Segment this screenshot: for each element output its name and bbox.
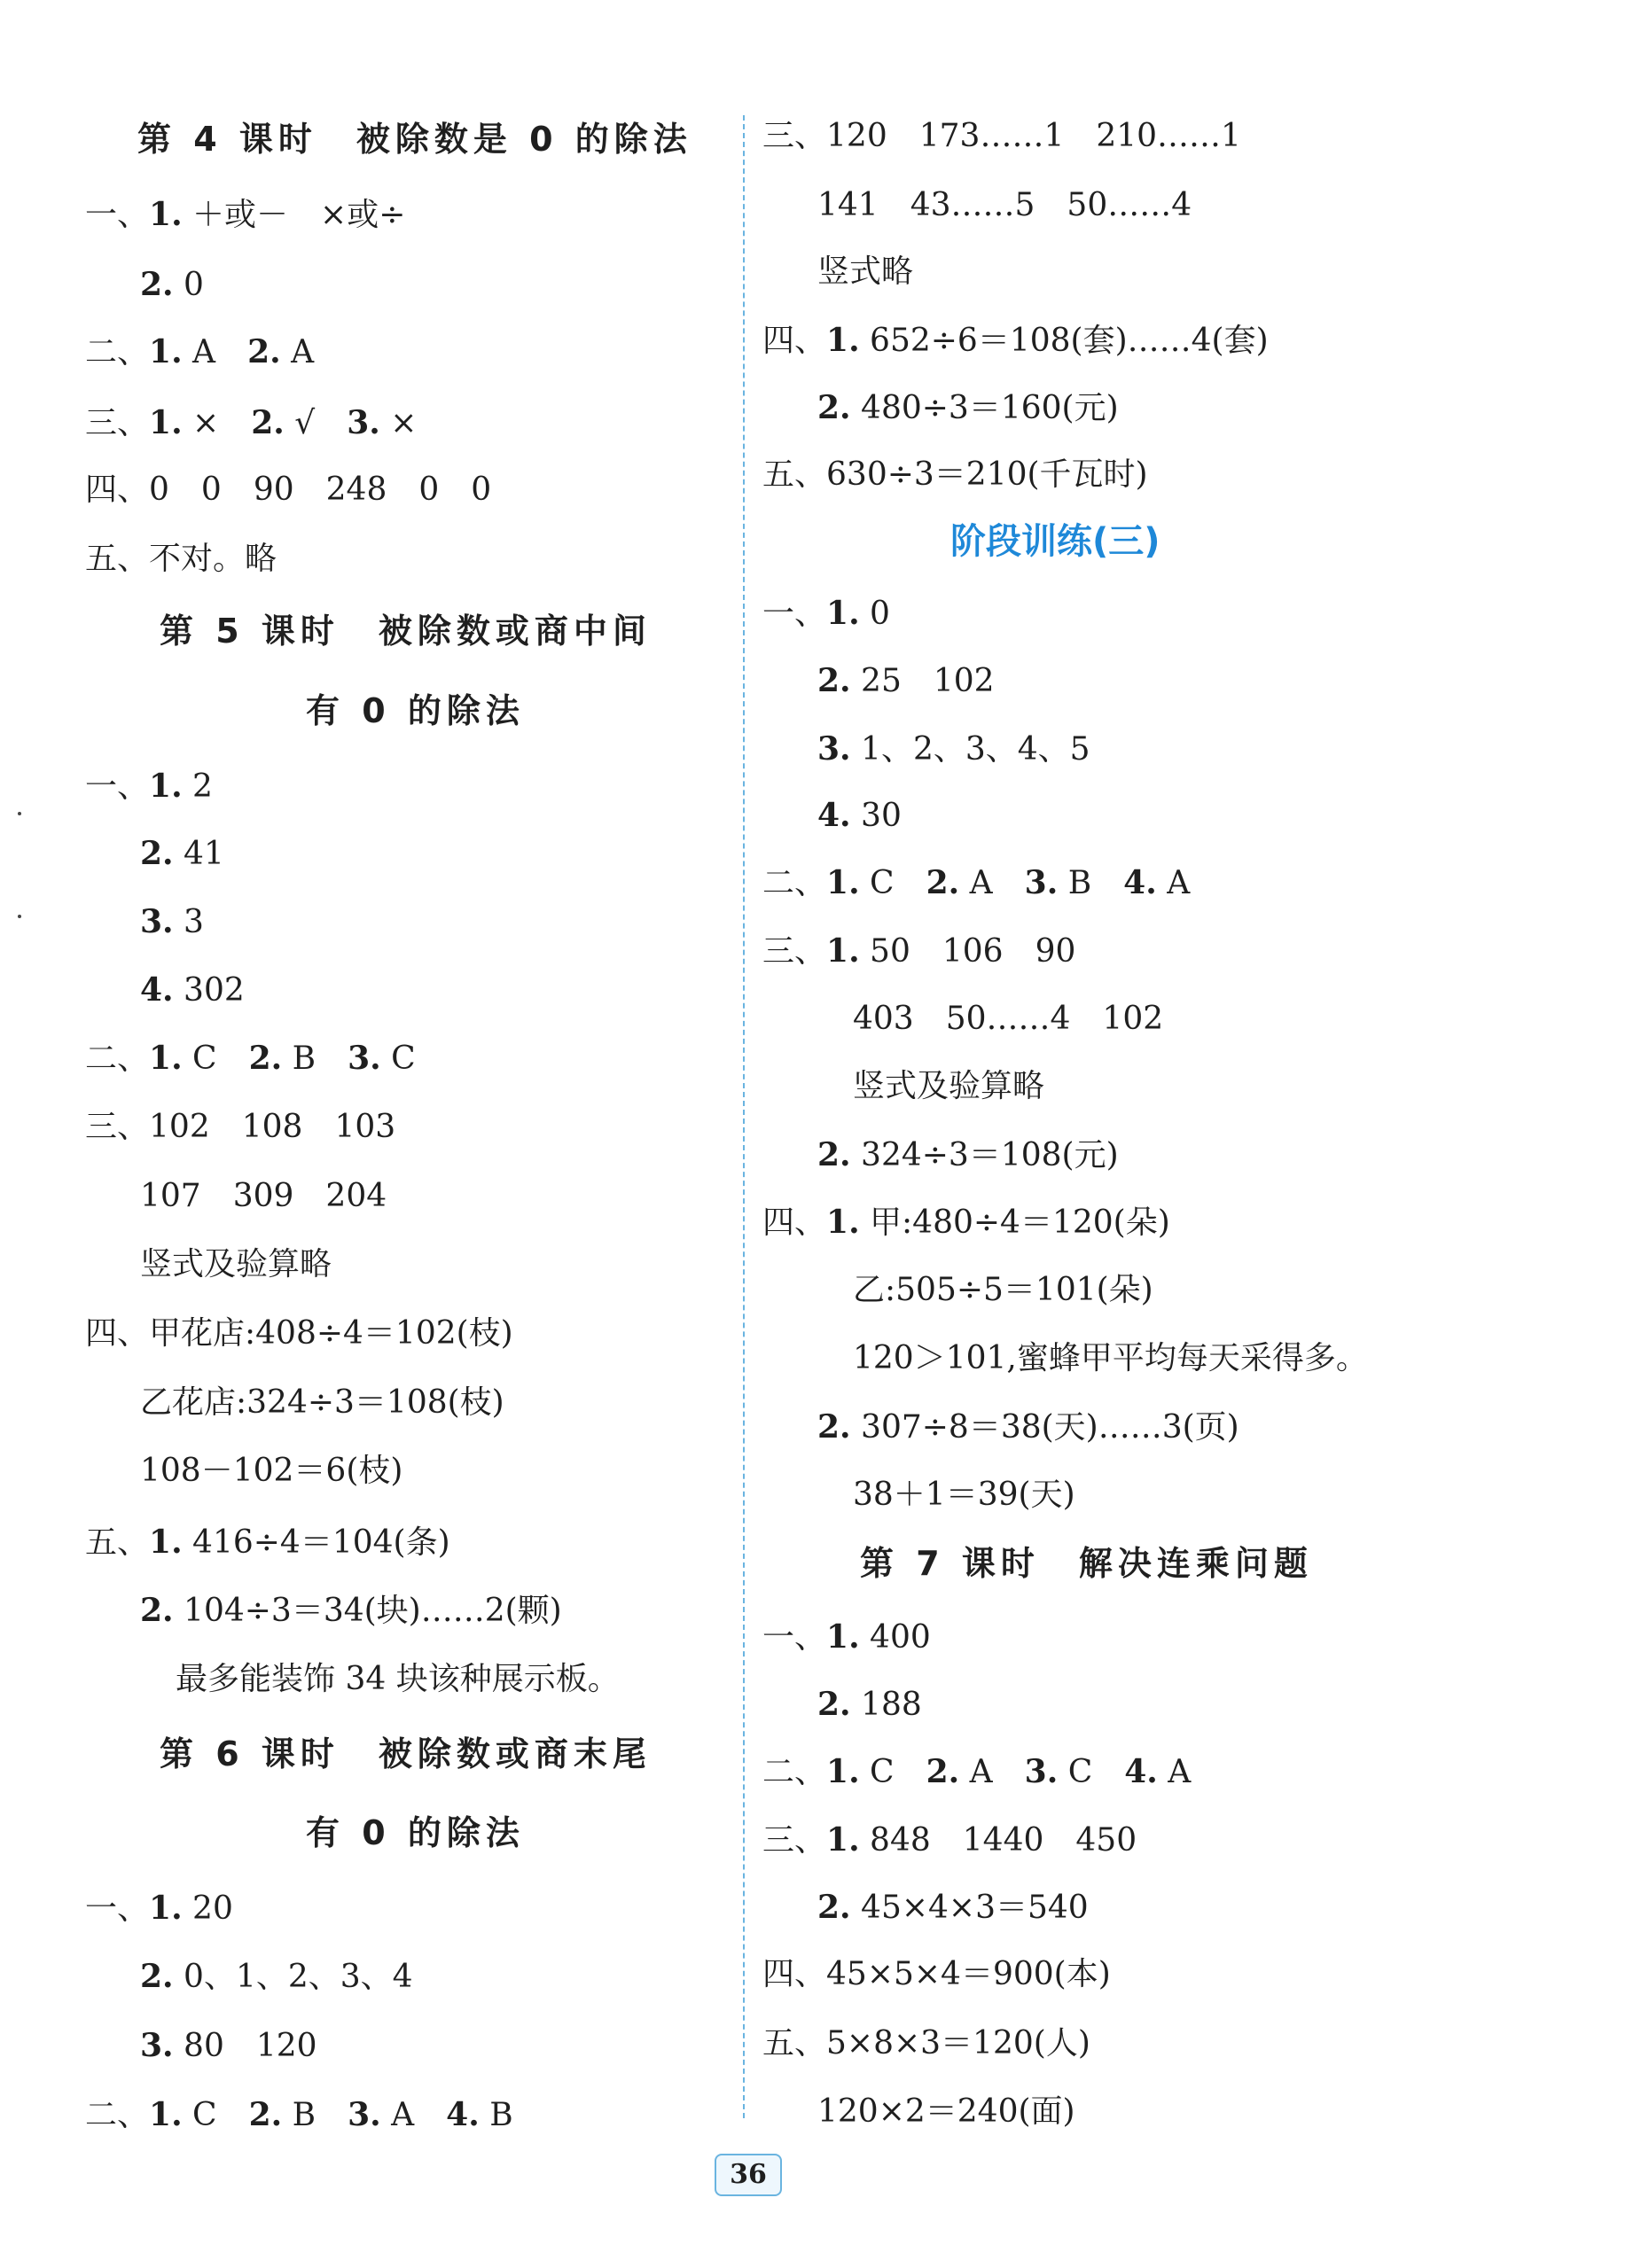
answer-line bbox=[140, 1452, 402, 1491]
answer-text: C bbox=[380, 1040, 416, 1077]
answer-text: 120×2＝240(面) bbox=[817, 2093, 1075, 2130]
answer-text: 120＞101,蜜蜂甲平均每天采得多。 bbox=[853, 1340, 1368, 1376]
section-marker: 一、 bbox=[762, 596, 827, 632]
answer-text: 80 120 bbox=[173, 2028, 317, 2064]
item-number: 1. bbox=[826, 932, 860, 970]
item-number: 4. bbox=[140, 971, 174, 1009]
section-marker: 五、 bbox=[85, 541, 150, 577]
answer-text: 104÷3＝34(块)……2(颗) bbox=[173, 1593, 562, 1629]
lesson-title-7: 第 7 课时 解决连乘问题 bbox=[860, 1544, 1313, 1583]
answer-text: ＋或－ ×或÷ bbox=[182, 197, 406, 233]
section-marker: 三、 bbox=[762, 118, 827, 154]
section-marker: 四、 bbox=[85, 472, 150, 508]
answer-text: × bbox=[379, 405, 418, 441]
answer-text: A bbox=[380, 2097, 447, 2133]
answer-line bbox=[817, 796, 902, 836]
section-marker: 四、 bbox=[762, 1204, 827, 1241]
answer-line bbox=[85, 1108, 395, 1147]
section-marker: 四、 bbox=[85, 1315, 150, 1352]
section-marker: 二、 bbox=[762, 1754, 827, 1790]
section-marker: 三、 bbox=[85, 405, 150, 441]
answer-line bbox=[762, 1955, 1111, 1994]
column-divider bbox=[743, 115, 745, 2118]
answer-line bbox=[140, 970, 245, 1010]
item-number: 2. bbox=[140, 266, 174, 303]
answer-text: A bbox=[182, 334, 248, 370]
answer-text: 竖式略 bbox=[817, 253, 914, 290]
answer-text: 188 bbox=[850, 1687, 922, 1723]
answer-line bbox=[817, 1407, 1239, 1447]
section-marker: 三、 bbox=[762, 933, 827, 970]
answer-line bbox=[853, 1067, 1044, 1106]
answer-line bbox=[762, 117, 1241, 156]
item-number: 1. bbox=[826, 864, 860, 901]
answer-line bbox=[853, 1339, 1368, 1378]
answer-text: A bbox=[1157, 1754, 1192, 1790]
lesson-title-5-line2: 有 0 的除法 bbox=[306, 691, 525, 730]
item-number: 1. bbox=[826, 1753, 860, 1790]
section-marker: 三、 bbox=[85, 1109, 150, 1145]
answer-text: 400 bbox=[859, 1619, 931, 1656]
section-marker: 一、 bbox=[85, 1890, 150, 1927]
lesson-title-4: 第 4 课时 被除数是 0 的除法 bbox=[137, 120, 692, 159]
item-number: 2. bbox=[140, 835, 174, 872]
item-number: 2. bbox=[140, 1958, 174, 1995]
answer-line bbox=[85, 332, 314, 372]
answer-text: A bbox=[280, 334, 315, 370]
section-marker: 四、 bbox=[762, 1956, 827, 1992]
answer-line bbox=[85, 540, 277, 579]
item-number: 1. bbox=[149, 2096, 183, 2133]
section-marker: 五、 bbox=[85, 1524, 150, 1561]
section-marker: 一、 bbox=[762, 1619, 827, 1656]
answer-line bbox=[762, 1617, 931, 1657]
item-number: 3. bbox=[140, 2027, 174, 2064]
item-number: 1. bbox=[826, 1204, 860, 1241]
answer-text: 141 43……5 50……4 bbox=[817, 187, 1192, 223]
answer-text: A bbox=[1156, 865, 1191, 901]
item-number: 1. bbox=[149, 196, 183, 233]
answer-text: × bbox=[182, 405, 252, 441]
section-marker: 二、 bbox=[85, 1040, 150, 1077]
answer-text: 25 102 bbox=[850, 663, 995, 699]
item-number: 3. bbox=[140, 903, 174, 940]
answer-text: 乙花店:324÷3＝108(枝) bbox=[140, 1384, 504, 1421]
answer-line bbox=[762, 321, 1269, 361]
answer-text: √ bbox=[284, 405, 348, 441]
answer-line bbox=[85, 1523, 450, 1563]
item-number: 2. bbox=[140, 1592, 174, 1629]
item-number: 2. bbox=[817, 1889, 851, 1926]
answer-line bbox=[85, 1039, 416, 1079]
answer-line bbox=[762, 1203, 1170, 1243]
answer-text: A bbox=[959, 865, 1025, 901]
answer-line bbox=[762, 931, 1075, 971]
answer-text: 41 bbox=[173, 836, 224, 872]
answer-line bbox=[817, 2093, 1075, 2132]
lesson-title-5-line1: 第 5 课时 被除数或商中间 bbox=[160, 612, 652, 651]
answer-text: 甲花店:408÷4＝102(枝) bbox=[149, 1315, 513, 1352]
answer-text: 3 bbox=[173, 904, 204, 940]
answer-text: 480÷3＝160(元) bbox=[850, 390, 1119, 426]
answer-text: C bbox=[859, 1754, 926, 1790]
answer-text: 2 bbox=[182, 768, 213, 805]
answer-line bbox=[762, 1820, 1137, 1860]
answer-line bbox=[140, 834, 224, 874]
answer-text: 630÷3＝210(千瓦时) bbox=[826, 456, 1148, 493]
answer-text: C bbox=[182, 1040, 249, 1077]
margin-mark bbox=[18, 812, 21, 815]
answer-text: 5×8×3＝120(人) bbox=[826, 2025, 1090, 2061]
item-number: 3. bbox=[817, 730, 851, 768]
item-number: 1. bbox=[826, 595, 860, 632]
item-number: 3. bbox=[1024, 1753, 1059, 1790]
item-number: 3. bbox=[1024, 864, 1059, 901]
answer-line bbox=[762, 456, 1148, 495]
item-number: 2. bbox=[926, 1753, 960, 1790]
item-number: 4. bbox=[446, 2096, 480, 2133]
item-number: 2. bbox=[817, 389, 851, 426]
answer-line bbox=[85, 1314, 513, 1353]
answer-line bbox=[140, 1591, 562, 1631]
answer-text: 0、1、2、3、4 bbox=[173, 1959, 413, 1995]
item-number: 2. bbox=[248, 1040, 283, 1077]
answer-text: 38＋1＝39(天) bbox=[853, 1477, 1075, 1513]
item-number: 4. bbox=[1124, 1753, 1158, 1790]
section-marker: 五、 bbox=[762, 456, 827, 493]
answer-line bbox=[817, 1888, 1089, 1928]
answer-text: 30 bbox=[850, 798, 902, 834]
answer-text: 45×5×4＝900(本) bbox=[826, 1956, 1111, 1992]
answer-line bbox=[85, 403, 417, 443]
answer-line bbox=[140, 2026, 317, 2066]
answer-text: 乙:505÷5＝101(朵) bbox=[853, 1272, 1153, 1308]
margin-mark bbox=[18, 915, 21, 918]
answer-text: 120 173……1 210……1 bbox=[826, 118, 1241, 154]
item-number: 1. bbox=[149, 404, 183, 441]
lesson-title-6-line2: 有 0 的除法 bbox=[306, 1813, 525, 1852]
answer-text: C bbox=[182, 2097, 249, 2133]
answer-text: 848 1440 450 bbox=[859, 1822, 1137, 1859]
section-marker: 二、 bbox=[85, 2097, 150, 2133]
item-number: 4. bbox=[817, 797, 851, 834]
answer-text: 最多能装饰 34 块该种展示板。 bbox=[176, 1661, 620, 1697]
answer-text: B bbox=[1058, 865, 1124, 901]
lesson-title-6-line1: 第 6 课时 被除数或商末尾 bbox=[160, 1734, 652, 1773]
answer-text: 107 309 204 bbox=[140, 1178, 387, 1214]
answer-text: 20 bbox=[182, 1890, 233, 1927]
answer-text: 0 bbox=[173, 267, 204, 303]
item-number: 2. bbox=[251, 404, 285, 441]
stage-training-title: 阶段训练(三) bbox=[950, 521, 1160, 562]
answer-text: 302 bbox=[173, 972, 245, 1009]
answer-text: B bbox=[282, 1040, 348, 1077]
answer-line bbox=[140, 1383, 504, 1422]
answer-line bbox=[140, 902, 204, 942]
item-number: 2. bbox=[817, 1136, 851, 1173]
item-number: 2. bbox=[817, 1686, 851, 1723]
answer-line bbox=[140, 1245, 332, 1284]
answer-text: 652÷6＝108(套)……4(套) bbox=[859, 323, 1269, 359]
answer-line bbox=[817, 1135, 1119, 1175]
item-number: 2. bbox=[817, 1408, 851, 1446]
answer-text: 不对。略 bbox=[149, 541, 277, 577]
section-marker: 五、 bbox=[762, 2025, 827, 2061]
answer-text: 324÷3＝108(元) bbox=[850, 1137, 1119, 1173]
answer-text: 108－102＝6(枝) bbox=[140, 1453, 403, 1489]
answer-line bbox=[817, 729, 1090, 769]
answer-line bbox=[853, 1476, 1075, 1515]
answer-text: 竖式及验算略 bbox=[140, 1246, 332, 1282]
answer-text: B bbox=[282, 2097, 348, 2133]
item-number: 1. bbox=[826, 1618, 860, 1656]
answer-text: C bbox=[1058, 1754, 1125, 1790]
answer-text: 102 108 103 bbox=[149, 1109, 396, 1145]
answer-text: C bbox=[859, 865, 926, 901]
answer-line bbox=[853, 1271, 1153, 1310]
answer-line bbox=[817, 186, 1192, 225]
answer-line bbox=[85, 2095, 513, 2135]
item-number: 3. bbox=[348, 2096, 381, 2133]
section-marker: 一、 bbox=[85, 197, 150, 233]
answer-line bbox=[140, 1177, 387, 1216]
item-number: 1. bbox=[149, 768, 183, 805]
section-marker: 二、 bbox=[762, 865, 827, 901]
answer-text: 0 0 90 248 0 0 bbox=[149, 472, 492, 508]
answer-text: A bbox=[959, 1754, 1025, 1790]
item-number: 2. bbox=[248, 2096, 283, 2133]
item-number: 1. bbox=[149, 1524, 183, 1561]
page-number: 36 bbox=[715, 2154, 782, 2196]
answer-line bbox=[817, 661, 995, 701]
item-number: 1. bbox=[826, 322, 860, 359]
answer-text: 403 50……4 102 bbox=[853, 1001, 1164, 1037]
section-marker: 三、 bbox=[762, 1822, 827, 1859]
item-number: 2. bbox=[817, 662, 851, 699]
answer-line bbox=[140, 265, 204, 305]
item-number: 1. bbox=[149, 1040, 183, 1077]
item-number: 1. bbox=[149, 333, 183, 370]
answer-line bbox=[85, 767, 213, 807]
answer-line bbox=[762, 2024, 1090, 2063]
answer-text: 竖式及验算略 bbox=[853, 1068, 1045, 1104]
answer-text: 416÷4＝104(条) bbox=[182, 1524, 450, 1561]
answer-line bbox=[762, 594, 890, 634]
section-marker: 一、 bbox=[85, 768, 150, 805]
item-number: 1. bbox=[826, 1821, 860, 1859]
answer-line bbox=[762, 863, 1190, 903]
answer-line bbox=[140, 1957, 413, 1997]
answer-line bbox=[85, 471, 491, 510]
item-number: 1. bbox=[149, 1890, 183, 1927]
item-number: 3. bbox=[347, 404, 380, 441]
answer-text: 0 bbox=[859, 596, 890, 632]
answer-line bbox=[817, 1685, 922, 1725]
section-marker: 二、 bbox=[85, 334, 150, 370]
answer-line bbox=[853, 1000, 1163, 1039]
item-number: 2. bbox=[247, 333, 281, 370]
section-marker: 四、 bbox=[762, 323, 827, 359]
answer-line bbox=[85, 195, 405, 235]
item-number: 2. bbox=[926, 864, 960, 901]
answer-line bbox=[817, 388, 1119, 428]
answer-text: 1、2、3、4、5 bbox=[850, 731, 1090, 768]
item-number: 4. bbox=[1123, 864, 1157, 901]
answer-text: B bbox=[479, 2097, 513, 2133]
answer-line bbox=[176, 1660, 620, 1699]
answer-line bbox=[817, 253, 913, 292]
answer-text: 307÷8＝38(天)……3(页) bbox=[850, 1409, 1239, 1446]
answer-line bbox=[762, 1752, 1191, 1792]
answer-line bbox=[85, 1889, 233, 1929]
answer-text: 45×4×3＝540 bbox=[850, 1890, 1089, 1926]
answer-text: 甲:480÷4＝120(朵) bbox=[859, 1204, 1170, 1241]
item-number: 3. bbox=[348, 1040, 381, 1077]
answer-text: 50 106 90 bbox=[859, 933, 1076, 970]
